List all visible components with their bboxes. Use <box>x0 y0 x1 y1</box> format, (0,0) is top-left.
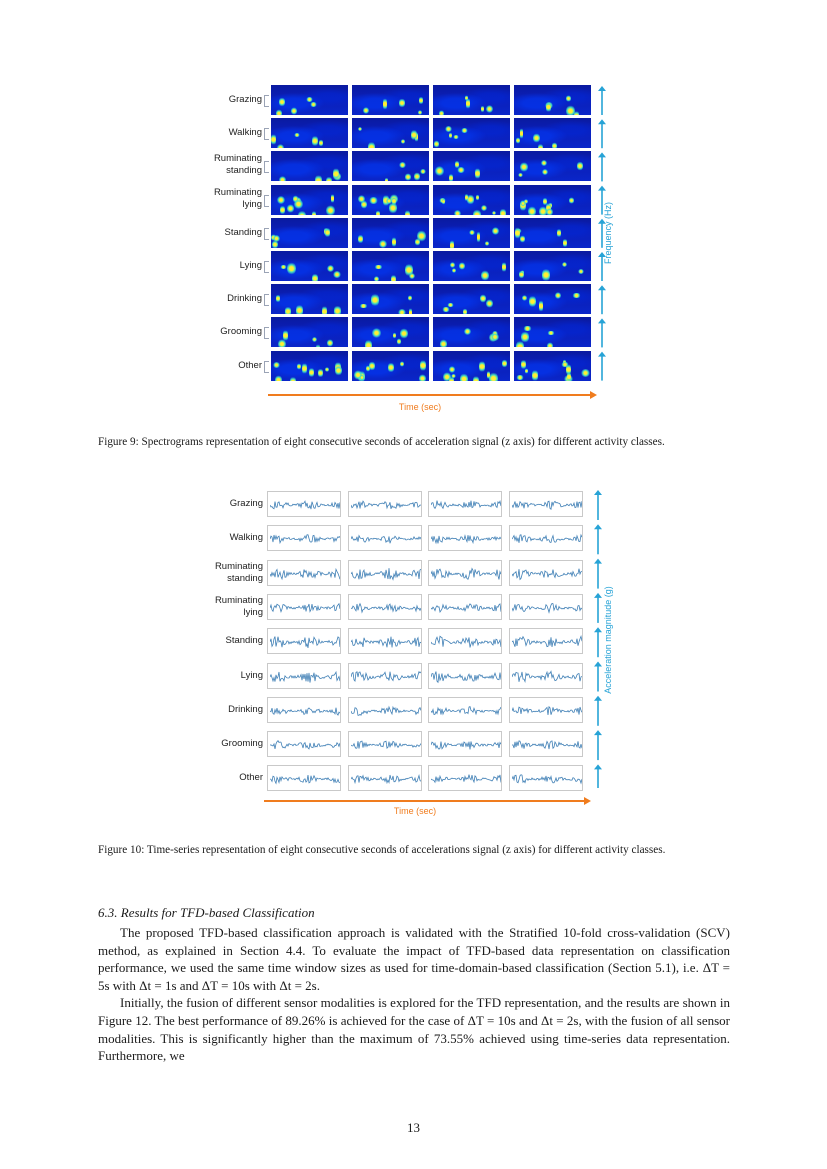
fig10-ylabel: Acceleration magnitude (g) <box>603 586 613 694</box>
timeseries-cell <box>267 697 341 723</box>
section-body <box>98 924 730 1065</box>
fig10-row-label-ruminating-standing: Ruminating standing <box>214 560 263 584</box>
timeseries-cell <box>348 628 422 654</box>
fig10-axis-arrowhead <box>594 627 602 632</box>
signal-trace <box>431 741 501 749</box>
fig10-row-label-grooming: Grooming <box>221 738 263 750</box>
paragraph-1: The proposed TFD-based classification approach is validated with the Stratified 10-fold cross-validation (SCV) method, as explained in Section 4.4. To evaluate the impact of TFD-based data representation on classification performance, we used the same time window sizes as used for time-domain-based classification (Section 5.1), i.e. ΔT = 5s with Δt = 1s and ΔT = 10s with Δt = 2s. <box>98 925 730 993</box>
fig10-axis-arrowhead <box>594 696 602 701</box>
signal-trace <box>512 671 582 681</box>
signal-trace <box>431 501 501 509</box>
signal-trace <box>270 672 340 683</box>
fig10-axis-arrowhead <box>594 593 602 598</box>
page-number: 13 <box>407 1120 420 1135</box>
section-heading: 6.3. Results for TFD-based Classification <box>98 905 315 920</box>
signal-trace <box>270 501 340 509</box>
signal-trace <box>351 604 421 612</box>
timeseries-cell <box>348 697 422 723</box>
signal-trace <box>351 568 421 579</box>
signal-trace <box>351 501 421 509</box>
signal-trace <box>512 775 582 783</box>
signal-trace <box>270 775 340 783</box>
timeseries-cell <box>348 765 422 791</box>
signal-trace <box>270 569 340 579</box>
signal-trace <box>512 741 582 749</box>
signal-trace <box>512 535 582 543</box>
timeseries-cell <box>267 525 341 551</box>
signal-trace <box>431 671 501 682</box>
fig10-xlabel: Time (sec) <box>393 806 437 816</box>
signal-trace <box>351 741 421 749</box>
fig10-axis-arrowhead <box>594 559 602 564</box>
timeseries-cell <box>428 731 502 757</box>
timeseries-cell <box>509 697 583 723</box>
timeseries-cell <box>428 697 502 723</box>
timeseries-cell <box>509 560 583 586</box>
fig10-axis-arrowhead <box>594 662 602 667</box>
fig9-row-label-lying: Lying <box>239 260 262 271</box>
fig9-row-label-grooming: Grooming <box>220 326 262 338</box>
timeseries-cell <box>509 594 583 620</box>
signal-trace <box>512 501 582 509</box>
fig10-row-label-lying: Lying <box>240 669 263 681</box>
timeseries-cell <box>428 765 502 791</box>
timeseries-cell <box>348 525 422 551</box>
timeseries-cell <box>348 731 422 757</box>
timeseries-cell <box>509 663 583 689</box>
fig10-row-label-drinking: Drinking <box>228 703 263 715</box>
signal-trace <box>270 535 340 543</box>
signal-trace <box>431 636 501 647</box>
signal-trace <box>351 775 421 783</box>
fig10-axis-arrowhead <box>594 764 602 769</box>
signal-trace <box>351 637 421 648</box>
fig10-row-label-grazing: Grazing <box>229 498 263 509</box>
fig10-axis-arrowhead <box>594 524 602 529</box>
fig9-xlabel: Time (sec) <box>398 402 442 412</box>
timeseries-cell <box>428 560 502 586</box>
timeseries-cell <box>267 560 341 586</box>
timeseries-cell <box>267 491 341 517</box>
timeseries-cell <box>267 594 341 620</box>
fig10-row-label-other: Other <box>239 772 263 784</box>
timeseries-cell <box>428 628 502 654</box>
fig9-row-label-standing: Standing <box>224 226 262 238</box>
timeseries-cell <box>348 594 422 620</box>
signal-trace <box>431 604 501 612</box>
signal-trace <box>431 775 501 783</box>
figure-10-caption: Figure 10: Time-series representation of eight consecutive seconds of accelerations signal (z axis) for different activity classes. <box>98 844 666 856</box>
timeseries-cell <box>348 663 422 689</box>
timeseries-cell <box>509 491 583 517</box>
fig10-row-label-standing: Standing <box>225 635 263 647</box>
fig9-ylabel: Frequency (Hz) <box>603 202 613 265</box>
timeseries-cell <box>428 663 502 689</box>
timeseries-cell <box>267 628 341 654</box>
signal-trace <box>351 671 421 680</box>
fig9-row-label-ruminating-standing: Ruminating standing <box>213 153 262 177</box>
timeseries-cell <box>428 594 502 620</box>
timeseries-cell <box>348 491 422 517</box>
signal-trace <box>512 707 582 715</box>
signal-trace <box>270 604 340 612</box>
timeseries-cell <box>267 663 341 689</box>
signal-trace <box>270 707 340 714</box>
signal-trace <box>351 536 421 544</box>
signal-trace <box>270 637 340 648</box>
fig10-axis-arrowhead <box>594 730 602 735</box>
fig9-row-label-other: Other <box>238 359 262 371</box>
signal-trace <box>351 707 421 715</box>
timeseries-cell <box>348 560 422 586</box>
fig9-row-label-walking: Walking <box>228 127 262 139</box>
fig9-row-label-grazing: Grazing <box>228 94 262 105</box>
timeseries-cell <box>509 731 583 757</box>
signal-trace <box>512 603 582 612</box>
timeseries-cell <box>267 731 341 757</box>
fig10-axis-arrowhead <box>594 490 602 495</box>
timeseries-cell <box>428 491 502 517</box>
figure-9-caption: Figure 9: Spectrograms representation of eight consecutive seconds of acceleration signal (z axis) for different activity classes. <box>98 436 665 448</box>
signal-trace <box>431 706 501 714</box>
timeseries-cell <box>509 628 583 654</box>
fig10-row-label-walking: Walking <box>229 532 263 544</box>
signal-trace <box>512 637 582 648</box>
fig9-row-label-ruminating-lying: Ruminating lying <box>213 186 262 210</box>
timeseries-cell <box>509 765 583 791</box>
timeseries-cell <box>428 525 502 551</box>
signal-trace <box>431 535 501 543</box>
fig9-row-label-drinking: Drinking <box>227 293 262 305</box>
timeseries-cell <box>267 765 341 791</box>
signal-trace <box>431 568 501 579</box>
paragraph-2: Initially, the fusion of different sensor modalities is explored for the TFD representation, and the results are shown in Figure 12. The best performance of 89.26% is achieved for the case of ΔT = 10s and Δt = 2s, with the fusion of all sensor modalities. This is significantly higher than the maximum of 73.55% achieved using time-series data representation. Furthermore, we <box>98 995 730 1064</box>
timeseries-cell <box>509 525 583 551</box>
fig10-row-label-ruminating-lying: Ruminating lying <box>214 594 263 618</box>
signal-trace <box>270 741 340 749</box>
signal-trace <box>512 568 582 579</box>
